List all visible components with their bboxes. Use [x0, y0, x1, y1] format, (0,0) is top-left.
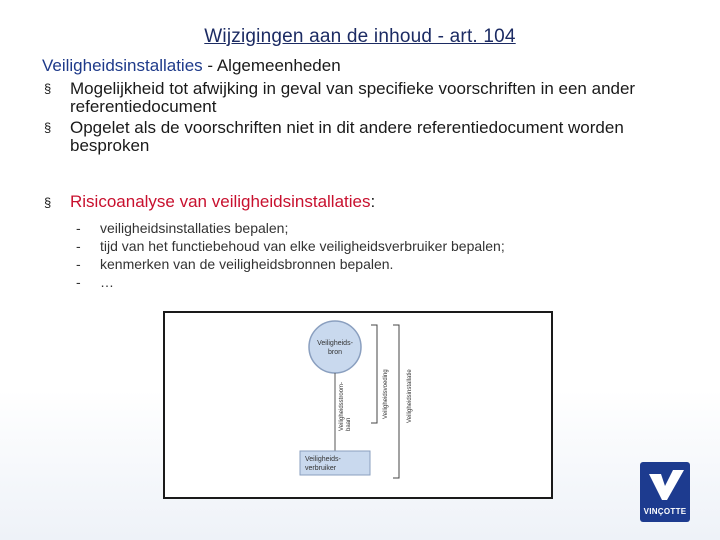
bullet-text: Mogelijkheid tot afwijking in geval van specifieke voorschriften in een ander referentiedocument [70, 79, 636, 116]
logo-text: VINÇOTTE [643, 507, 687, 516]
section-heading [42, 56, 341, 76]
safety-source-label-2: bron [327, 349, 343, 356]
sub-item-text: … [100, 274, 114, 290]
safety-consumer-label-2: verbruiker [305, 465, 337, 472]
sub-item [76, 256, 516, 272]
checkmark-icon [640, 462, 690, 506]
sub-item-text: veiligheidsinstallaties bepalen; [100, 220, 289, 236]
sub-item-list [76, 220, 516, 292]
safety-consumer-label-1: Veiligheids- [305, 456, 341, 463]
safety-source-label-1: Veiligheids- [317, 340, 353, 347]
safety-source-circle [309, 321, 361, 373]
bullet-item [42, 119, 702, 155]
dash-marker: - [76, 238, 81, 254]
bullet-text: Opgelet als de voorschriften niet in dit andere referentiedocument worden besproken [70, 118, 624, 155]
safety-installation-diagram [163, 311, 553, 499]
bullet-marker-icon: § [44, 81, 52, 96]
diagram-svg [165, 313, 551, 497]
bullet-item [42, 80, 702, 116]
safety-circuit-label-2: baan [346, 417, 352, 431]
bullet-marker-icon: § [44, 120, 52, 135]
sub-item-text: kenmerken van de veiligheidsbronnen bepalen. [100, 256, 394, 272]
vincotte-logo [640, 462, 690, 522]
bullet-marker-icon: § [44, 195, 52, 210]
safety-supply-label: Veiligheidsvoeding [383, 369, 389, 419]
safety-supply-bracket [371, 325, 377, 423]
slide-title: Wijzigingen aan de inhoud - art. 104 [204, 26, 516, 47]
section-heading-highlight: Veiligheidsinstallaties [42, 56, 203, 75]
section-heading-rest: - Algemeenheden [202, 56, 341, 75]
safety-installation-bracket [393, 325, 399, 478]
safety-installation-label: Veiligheidsinstallatie [407, 369, 413, 423]
bullet-list [42, 80, 702, 158]
risk-analysis-colon: : [370, 192, 376, 211]
sub-item [76, 220, 516, 236]
sub-item-text: tijd van het functiebehoud van elke veiligheidsverbruiker bepalen; [100, 238, 505, 254]
sub-item [76, 238, 516, 254]
safety-circuit-label-1: Veiligheidsstroom- [339, 381, 345, 431]
dash-marker: - [76, 256, 81, 272]
dash-marker: - [76, 274, 81, 290]
risk-analysis-bullet [42, 192, 702, 212]
dash-marker: - [76, 220, 81, 236]
risk-analysis-label: Risicoanalyse van veiligheidsinstallaties [70, 192, 371, 211]
sub-item [76, 274, 516, 290]
